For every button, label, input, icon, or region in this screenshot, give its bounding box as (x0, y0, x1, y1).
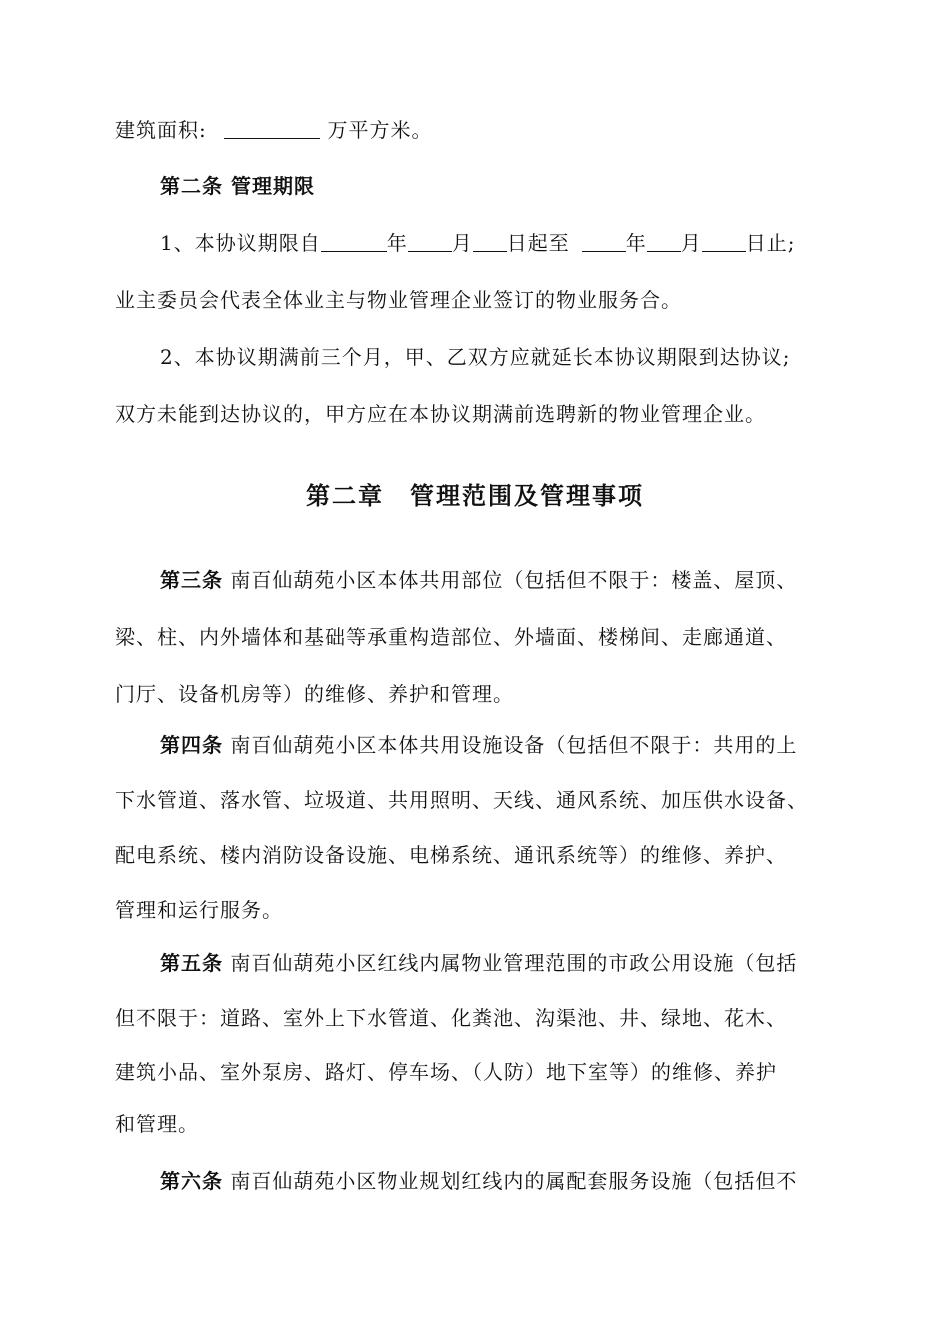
day-from-label: 日起至 (506, 231, 570, 255)
area-blank[interactable] (224, 118, 320, 139)
month-label: 月 (680, 231, 702, 255)
building-area-unit: 万平方米。 (327, 118, 433, 142)
month-label: 月 (451, 231, 473, 255)
article-4-line-1 (160, 731, 900, 759)
article-4-line-4: 管理和运行服务。 (115, 898, 283, 922)
article-6-text: 南百仙葫苑小区物业规划红线内的属配套服务设施（包括但不 (230, 1169, 798, 1193)
article-3-text: 南百仙葫苑小区本体共用部位（包括但不限于：楼盖、屋顶、 (230, 568, 798, 592)
article-5-line-2: 但不限于：道路、室外上下水管道、化粪池、沟渠池、井、绿地、花木、 (115, 1006, 787, 1030)
year-label: 年 (625, 231, 647, 255)
day-to-label: 日止; (745, 231, 796, 255)
term-prefix: 1、本协议期限自 (160, 231, 321, 255)
end-day-blank[interactable] (702, 231, 746, 252)
article-2-heading: 第二条 管理期限 (160, 174, 315, 198)
article-5-line-3: 建筑小品、室外泵房、路灯、停车场、（人防）地下室等）的维修、养护 (115, 1060, 777, 1084)
article-4-line-2: 下水管道、落水管、垃圾道、共用照明、天线、通风系统、加压供水设备、 (115, 788, 808, 812)
article-2-text: 业主委员会代表全体业主与物业管理企业签订的物业服务合。 (115, 288, 682, 312)
article-3-line-3: 门厅、设备机房等）的维修、养护和管理。 (115, 682, 514, 706)
article-4-label: 第四条 (160, 733, 223, 757)
article-3-line-1 (160, 566, 900, 594)
start-month-blank[interactable] (408, 231, 452, 252)
article-6-label: 第六条 (160, 1169, 223, 1193)
building-area-line (115, 116, 855, 144)
start-day-blank[interactable] (473, 231, 507, 252)
chapter-title: 第二章 管理范围及管理事项 (306, 481, 644, 510)
article-2-term-line (160, 229, 900, 257)
end-month-blank[interactable] (647, 231, 681, 252)
start-year-blank[interactable] (321, 231, 387, 252)
article-6-line-1 (160, 1167, 900, 1195)
article-5-line-1 (160, 949, 900, 977)
end-year-blank[interactable] (582, 231, 626, 252)
year-label: 年 (386, 231, 408, 255)
article-3-line-2: 梁、柱、内外墙体和基础等承重构造部位、外墙面、楼梯间、走廊通道、 (115, 625, 787, 649)
article-5-line-4: 和管理。 (115, 1112, 199, 1136)
article-3-label: 第三条 (160, 568, 223, 592)
article-2-item-2: 2、本协议期满前三个月，甲、乙双方应就延长本协议期限到达协议; (160, 345, 791, 369)
article-2-item-2-cont: 双方未能到达协议的，甲方应在本协议期满前选聘新的物业管理企业。 (115, 402, 766, 426)
building-area-label: 建筑面积: (115, 118, 207, 142)
article-5-text: 南百仙葫苑小区红线内属物业管理范围的市政公用设施（包括 (230, 951, 798, 975)
article-4-text: 南百仙葫苑小区本体共用设施设备（包括但不限于：共用的上 (230, 733, 798, 757)
article-5-label: 第五条 (160, 951, 223, 975)
article-4-line-3: 配电系统、楼内消防设备设施、电梯系统、通讯系统等）的维修、养护、 (115, 843, 787, 867)
